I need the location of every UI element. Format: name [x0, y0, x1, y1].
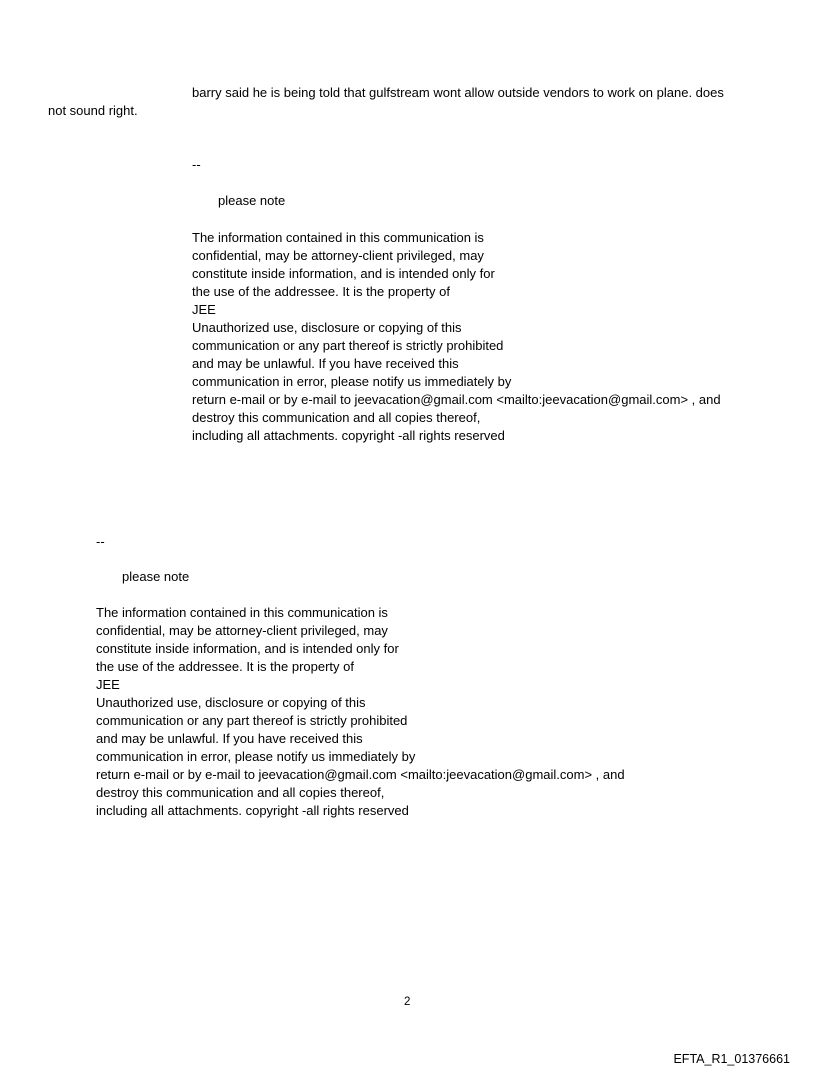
disclaimer-line: The information contained in this communication is — [96, 605, 388, 620]
disclaimer-line: The information contained in this communication is — [192, 230, 484, 245]
disclaimer-line: destroy this communication and all copies thereof, — [192, 410, 481, 425]
disclaimer-line: destroy this communication and all copies thereof, — [96, 785, 385, 800]
disclaimer-line: including all attachments. copyright -all rights reserved — [96, 803, 409, 818]
disclaimer-line: JEE — [192, 302, 216, 317]
please-note-heading: please note — [218, 193, 286, 208]
signature-separator: -- — [96, 534, 105, 549]
message-line-2: not sound right. — [48, 103, 138, 118]
disclaimer-line: constitute inside information, and is intended only for — [96, 641, 399, 656]
please-note-heading: please note — [122, 569, 190, 584]
disclaimer-line: the use of the addressee. It is the property of — [96, 659, 354, 674]
disclaimer-line: constitute inside information, and is intended only for — [192, 266, 495, 281]
document-id: EFTA_R1_01376661 — [673, 1052, 790, 1066]
disclaimer-line: communication in error, please notify us immediately by — [192, 374, 512, 389]
disclaimer-line: JEE — [96, 677, 120, 692]
disclaimer-line: and may be unlawful. If you have received this — [96, 731, 363, 746]
message-line-1: barry said he is being told that gulfstream wont allow outside vendors to work on plane. does — [192, 85, 724, 100]
disclaimer-line: return e-mail or by e-mail to jeevacation@gmail.com <mailto:jeevacation@gmail.com> , and — [96, 767, 625, 782]
disclaimer-line: communication or any part thereof is strictly prohibited — [192, 338, 504, 353]
signature-separator: -- — [192, 157, 201, 172]
disclaimer-line: communication or any part thereof is strictly prohibited — [96, 713, 408, 728]
disclaimer-line: Unauthorized use, disclosure or copying of this — [96, 695, 366, 710]
disclaimer-line: communication in error, please notify us immediately by — [96, 749, 416, 764]
disclaimer-line: confidential, may be attorney-client privileged, may — [192, 248, 484, 263]
disclaimer-line: confidential, may be attorney-client privileged, may — [96, 623, 388, 638]
disclaimer-line: Unauthorized use, disclosure or copying of this — [192, 320, 462, 335]
disclaimer-line: the use of the addressee. It is the property of — [192, 284, 450, 299]
page-number: 2 — [404, 996, 411, 1008]
disclaimer-block — [96, 604, 625, 820]
disclaimer-line: return e-mail or by e-mail to jeevacation@gmail.com <mailto:jeevacation@gmail.com> , and — [192, 392, 721, 407]
disclaimer-block — [192, 229, 721, 445]
disclaimer-line: including all attachments. copyright -all rights reserved — [192, 428, 505, 443]
disclaimer-line: and may be unlawful. If you have received this — [192, 356, 459, 371]
